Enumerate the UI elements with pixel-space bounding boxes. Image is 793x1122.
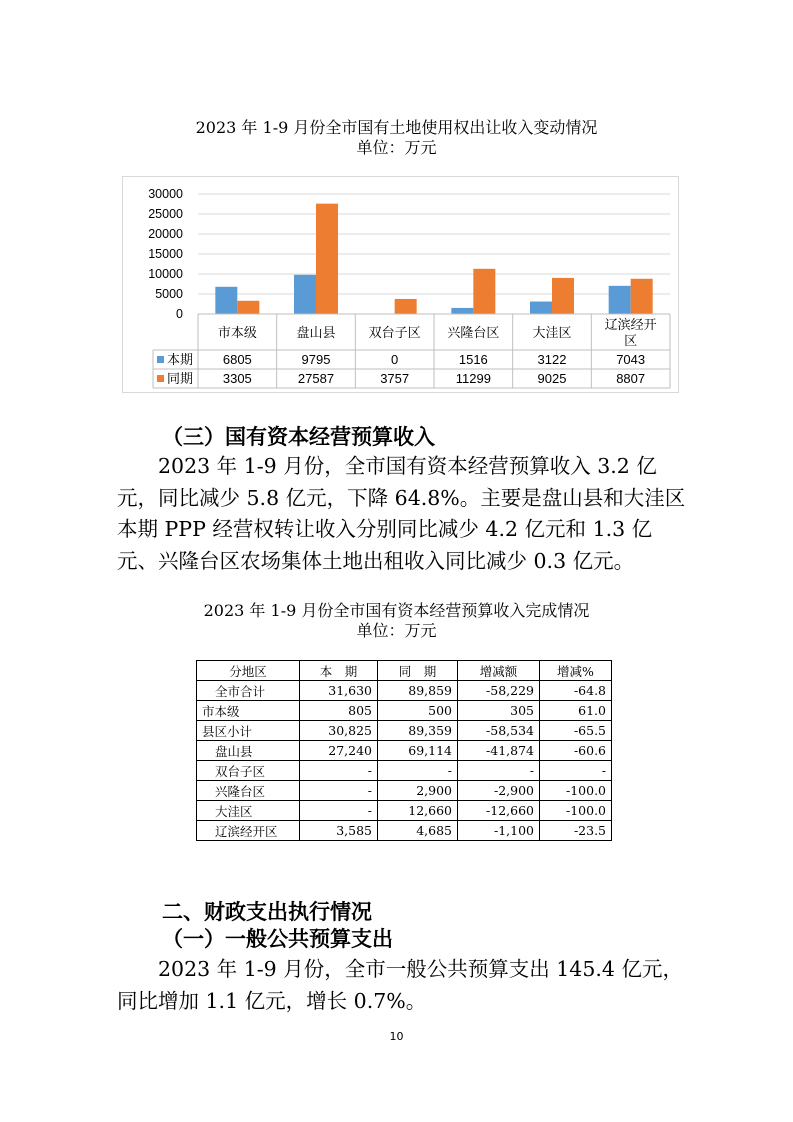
- bar-chart: [122, 176, 679, 393]
- table-header-row: [197, 661, 612, 681]
- chart-title: 2023 年 1-9 月份全市国有土地使用权出让收入变动情况: [195, 118, 598, 137]
- data-value-label: 9795: [301, 352, 331, 367]
- header-region: 分地区: [197, 661, 300, 681]
- header-pct: 增减%: [540, 661, 612, 681]
- bar-chart-svg: [123, 177, 680, 394]
- region-cell: 市本级: [197, 701, 300, 721]
- y-tick-label: 20000: [148, 227, 183, 241]
- region-cell: 县区小计: [197, 721, 300, 741]
- table-row: [197, 721, 612, 741]
- section-heading-expenditure: 二、财政支出执行情况: [162, 900, 372, 924]
- header-previous: 同 期: [378, 661, 458, 681]
- pct-cell: -23.5: [540, 821, 612, 841]
- category-label: 辽滨经开: [604, 317, 657, 332]
- table-row: [197, 821, 612, 841]
- bar-current: [451, 308, 473, 314]
- legend-label: 本期: [167, 352, 194, 367]
- section-heading-state-capital: （三）国有资本经营预算收入: [162, 425, 435, 449]
- diff-cell: -58,229: [458, 681, 540, 701]
- current-cell: -: [300, 801, 378, 821]
- header-diff: 增减额: [458, 661, 540, 681]
- table-row: [197, 681, 612, 701]
- previous-cell: 69,114: [378, 741, 458, 761]
- region-cell: 兴隆台区: [197, 781, 300, 801]
- current-cell: -: [300, 781, 378, 801]
- category-label: 区: [624, 333, 638, 348]
- general-expenditure-text: 2023 年 1-9 月份，全市一般公共预算支出 145.4 亿元，同比增加 1.1 亿元，增长 0.7%。: [117, 957, 683, 1013]
- current-cell: -: [300, 761, 378, 781]
- data-value-label: 3305: [222, 371, 252, 386]
- table-row: [197, 781, 612, 801]
- data-value-label: 3122: [537, 352, 567, 367]
- previous-cell: 2,900: [378, 781, 458, 801]
- bar-current: [530, 302, 552, 314]
- diff-cell: -: [458, 761, 540, 781]
- category-label: 双台子区: [368, 325, 421, 340]
- table-unit: 单位：万元: [356, 621, 437, 640]
- previous-cell: -: [378, 761, 458, 781]
- region-cell: 大洼区: [197, 801, 300, 821]
- state-capital-table: [196, 660, 612, 841]
- category-label: 大洼区: [532, 325, 572, 340]
- bar-previous: [316, 204, 338, 314]
- legend-key-previous: [157, 375, 164, 382]
- y-tick-label: 5000: [155, 287, 183, 301]
- previous-cell: 89,359: [378, 721, 458, 741]
- previous-cell: 89,859: [378, 681, 458, 701]
- data-value-label: 1516: [458, 352, 488, 367]
- data-value-label: 8807: [616, 371, 646, 386]
- region-cell: 辽滨经开区: [197, 821, 300, 841]
- pct-cell: -65.5: [540, 721, 612, 741]
- pct-cell: -: [540, 761, 612, 781]
- table-row: [197, 761, 612, 781]
- diff-cell: 305: [458, 701, 540, 721]
- subsection-heading-general-expenditure: （一）一般公共预算支出: [162, 927, 393, 951]
- diff-cell: -41,874: [458, 741, 540, 761]
- category-label: 市本级: [217, 325, 257, 340]
- category-label: 兴隆台区: [447, 325, 500, 340]
- category-label: 盘山县: [296, 325, 336, 340]
- current-cell: 31,630: [300, 681, 378, 701]
- bar-previous: [552, 278, 574, 314]
- legend-key-current: [157, 356, 164, 363]
- previous-cell: 4,685: [378, 821, 458, 841]
- pct-cell: -100.0: [540, 801, 612, 821]
- data-value-label: 6805: [222, 352, 252, 367]
- general-expenditure-paragraph: [117, 954, 687, 1017]
- previous-cell: 500: [378, 701, 458, 721]
- diff-cell: -12,660: [458, 801, 540, 821]
- table-row: [197, 801, 612, 821]
- data-value-label: 11299: [455, 371, 491, 386]
- data-value-label: 0: [391, 352, 399, 367]
- y-tick-label: 15000: [148, 247, 183, 261]
- chart-unit: 单位：万元: [356, 138, 437, 157]
- pct-cell: -60.6: [540, 741, 612, 761]
- pct-cell: -100.0: [540, 781, 612, 801]
- y-tick-label: 30000: [148, 187, 183, 201]
- y-tick-label: 10000: [148, 267, 183, 281]
- current-cell: 3,585: [300, 821, 378, 841]
- bar-current: [609, 286, 631, 314]
- legend-label: 同期: [167, 371, 194, 386]
- data-value-label: 27587: [297, 371, 335, 386]
- y-tick-label: 0: [176, 307, 183, 321]
- region-cell: 双台子区: [197, 761, 300, 781]
- diff-cell: -2,900: [458, 781, 540, 801]
- table-row: [197, 741, 612, 761]
- state-capital-paragraph: [117, 451, 687, 577]
- bar-current: [294, 275, 316, 314]
- region-cell: 盘山县: [197, 741, 300, 761]
- diff-cell: -1,100: [458, 821, 540, 841]
- data-value-label: 3757: [380, 371, 410, 386]
- bar-previous: [237, 301, 259, 314]
- current-cell: 30,825: [300, 721, 378, 741]
- pct-cell: 61.0: [540, 701, 612, 721]
- data-value-label: 7043: [616, 352, 646, 367]
- bar-current: [215, 287, 237, 314]
- y-tick-label: 25000: [148, 207, 183, 221]
- table-title: 2023 年 1-9 月份全市国有资本经营预算收入完成情况: [203, 601, 590, 620]
- current-cell: 805: [300, 701, 378, 721]
- region-cell: 全市合计: [197, 681, 300, 701]
- state-capital-text: 2023 年 1-9 月份，全市国有资本经营预算收入 3.2 亿元，同比减少 5.8 亿元，下降 64.8%。主要是盘山县和大洼区本期 PPP 经营权转让收入分别同比减少 4.2 亿元和 1.3 亿元、兴隆台区农场集体土地出租收入同比减少 0.3 亿元。: [117, 454, 686, 573]
- diff-cell: -58,534: [458, 721, 540, 741]
- bar-previous: [473, 269, 495, 314]
- previous-cell: 12,660: [378, 801, 458, 821]
- page-number: 10: [389, 1030, 404, 1043]
- bar-previous: [395, 299, 417, 314]
- current-cell: 27,240: [300, 741, 378, 761]
- header-current: 本 期: [300, 661, 378, 681]
- data-value-label: 9025: [537, 371, 567, 386]
- table-row: [197, 701, 612, 721]
- bar-previous: [631, 279, 653, 314]
- pct-cell: -64.8: [540, 681, 612, 701]
